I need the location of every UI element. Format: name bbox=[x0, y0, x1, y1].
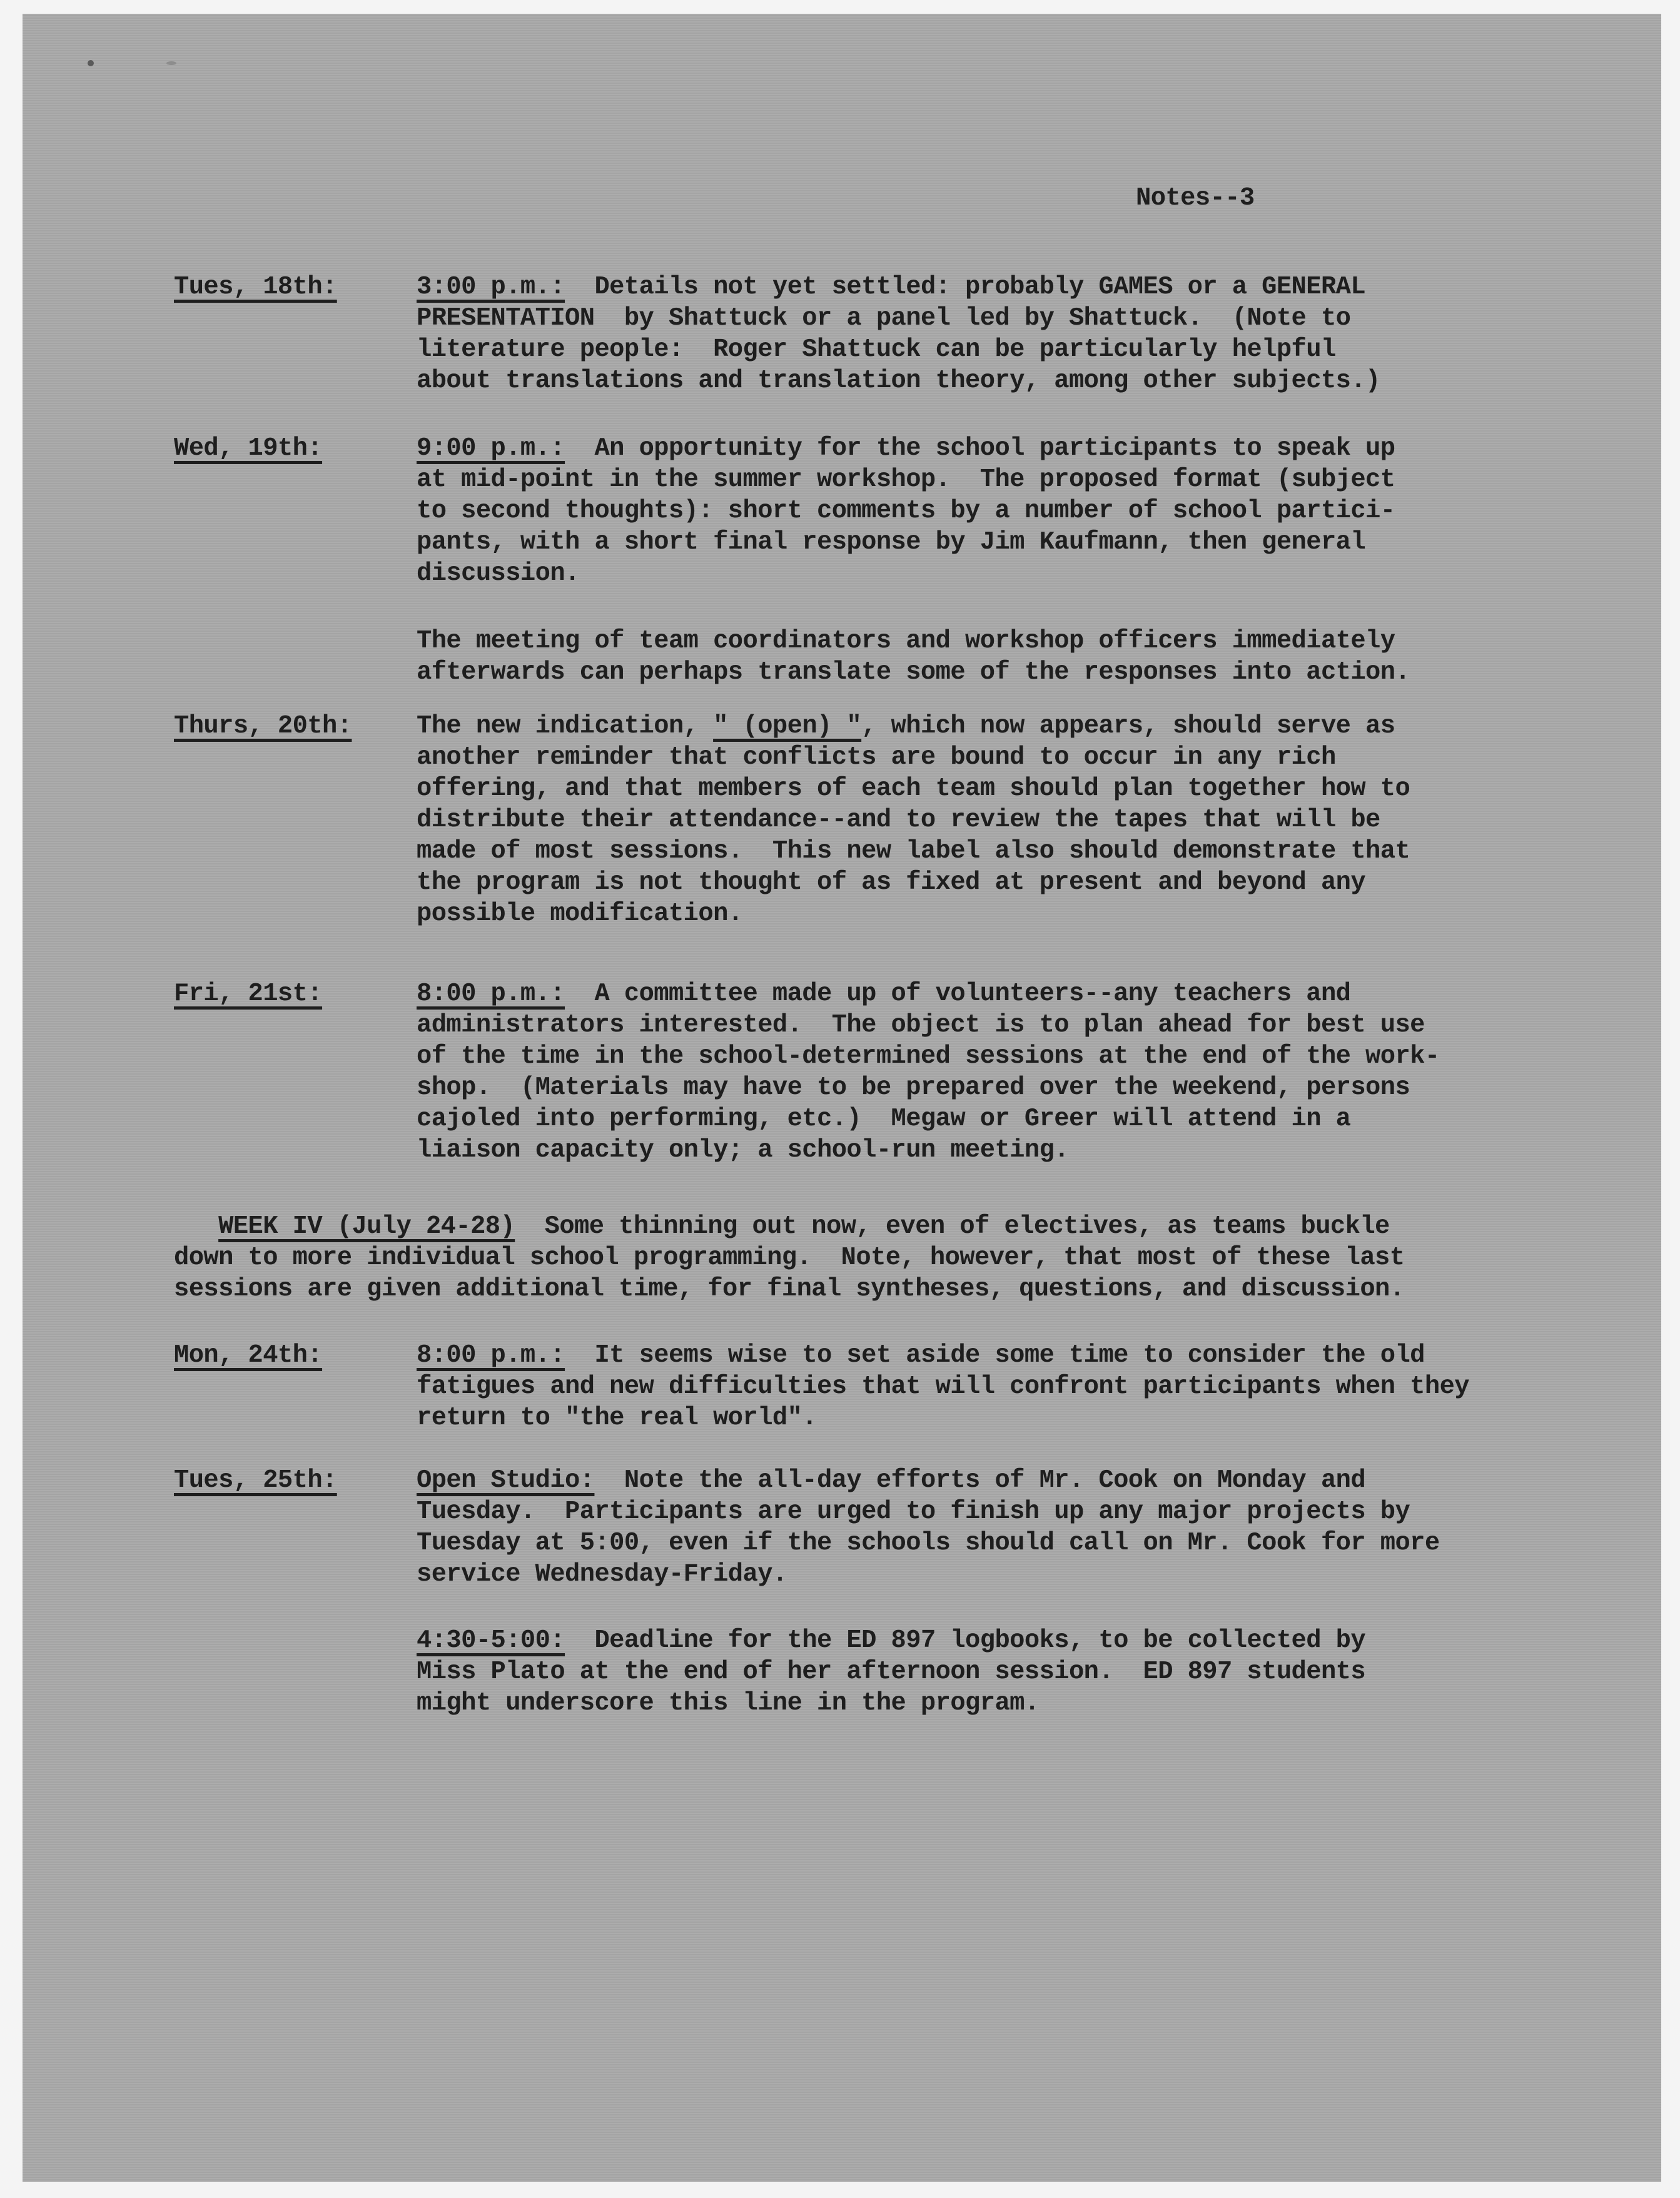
text-line: offering, and that members of each team should plan together how to bbox=[417, 774, 1410, 803]
open-studio-label: Open Studio: bbox=[417, 1466, 595, 1495]
entry-day-label: Tues, 18th: bbox=[174, 273, 337, 301]
time-label: 8:00 p.m.: bbox=[417, 1341, 565, 1370]
text-line: at mid-point in the summer workshop. The proposed format (subject bbox=[417, 465, 1395, 494]
time-label: 8:00 p.m.: bbox=[417, 980, 565, 1008]
text-line: might underscore this line in the program. bbox=[417, 1689, 1040, 1718]
entry-body-followup bbox=[417, 625, 1410, 688]
time-label: 9:00 p.m.: bbox=[417, 434, 565, 463]
entry-body-deadline bbox=[417, 1625, 1365, 1719]
text-fragment: The new indication, bbox=[417, 712, 714, 741]
text-line: another reminder that conflicts are bound to occur in any rich bbox=[417, 743, 1336, 772]
text-line: sessions are given additional time, for final syntheses, questions, and discussion. bbox=[174, 1275, 1405, 1304]
text-line: possible modification. bbox=[417, 899, 743, 928]
entry-body bbox=[417, 433, 1395, 589]
text-line: Some thinning out now, even of electives, as teams buckle bbox=[515, 1212, 1390, 1241]
text-line: cajoled into performing, etc.) Megaw or Greer will attend in a bbox=[417, 1105, 1351, 1133]
text-line: Details not yet settled: probably GAMES or a GENERAL bbox=[565, 273, 1366, 301]
text-line: An opportunity for the school participants to speak up bbox=[565, 434, 1395, 463]
text-line: fatigues and new difficulties that will confront participants when they bbox=[417, 1372, 1469, 1401]
text-line: The meeting of team coordinators and workshop officers immediately bbox=[417, 627, 1395, 656]
text-line: service Wednesday-Friday. bbox=[417, 1560, 787, 1589]
entry-body bbox=[417, 711, 1410, 929]
text-line: Tuesday. Participants are urged to finish up any major projects by bbox=[417, 1497, 1410, 1526]
text-line: discussion. bbox=[417, 559, 580, 588]
text-line: return to "the real world". bbox=[417, 1404, 817, 1432]
entry-day-label: Fri, 21st: bbox=[174, 980, 323, 1008]
text-line: about translations and translation theory, among other subjects.) bbox=[417, 367, 1380, 395]
entry-day-label: Wed, 19th: bbox=[174, 434, 323, 463]
text-line: literature people: Roger Shattuck can be particularly helpful bbox=[417, 335, 1336, 364]
entry-day-label: Mon, 24th: bbox=[174, 1341, 323, 1370]
time-label: 3:00 p.m.: bbox=[417, 273, 565, 301]
text-line: made of most sessions. This new label also should demonstrate that bbox=[417, 837, 1410, 866]
ink-speck bbox=[88, 60, 94, 66]
entry-day-label: Thurs, 20th: bbox=[174, 712, 352, 741]
text-line: Tuesday at 5:00, even if the schools should call on Mr. Cook for more bbox=[417, 1529, 1440, 1557]
text-line: the program is not thought of as fixed at present and beyond any bbox=[417, 868, 1366, 897]
entry-body bbox=[417, 1340, 1469, 1434]
text-line: Miss Plato at the end of her afternoon session. ED 897 students bbox=[417, 1658, 1366, 1686]
entry-day-label: Tues, 25th: bbox=[174, 1466, 337, 1495]
text-line: liaison capacity only; a school-run meeting. bbox=[417, 1136, 1069, 1165]
text-line: It seems wise to set aside some time to consider the old bbox=[565, 1341, 1425, 1370]
scanned-page bbox=[23, 14, 1661, 2182]
entry-body bbox=[417, 1465, 1440, 1590]
page-label: Notes--3 bbox=[1136, 184, 1255, 213]
text-line: A committee made up of volunteers--any teachers and bbox=[565, 980, 1351, 1008]
text-line: administrators interested. The object is to plan ahead for best use bbox=[417, 1011, 1425, 1040]
text-line: of the time in the school-determined sessions at the end of the work- bbox=[417, 1042, 1440, 1071]
week-heading: WEEK IV (July 24-28) bbox=[218, 1212, 515, 1241]
text-line: PRESENTATION by Shattuck or a panel led by Shattuck. (Note to bbox=[417, 304, 1351, 333]
entry-body bbox=[417, 271, 1380, 397]
text-line: Deadline for the ED 897 logbooks, to be collected by bbox=[565, 1626, 1366, 1655]
entry-body bbox=[417, 978, 1440, 1166]
text-line: shop. (Materials may have to be prepared over the weekend, persons bbox=[417, 1073, 1410, 1102]
text-line: Note the all-day efforts of Mr. Cook on Monday and bbox=[594, 1466, 1366, 1495]
text-line: down to more individual school programming. Note, however, that most of these last bbox=[174, 1243, 1405, 1272]
text-line: afterwards can perhaps translate some of the responses into action. bbox=[417, 658, 1410, 687]
text-fragment: , which now appears, should serve as bbox=[861, 712, 1395, 741]
text-line: distribute their attendance--and to review the tapes that will be bbox=[417, 806, 1380, 834]
ink-speck bbox=[166, 61, 176, 65]
text-line: to second thoughts): short comments by a number of school partici- bbox=[417, 497, 1395, 525]
open-indication: " (open) " bbox=[713, 712, 862, 741]
week-paragraph bbox=[174, 1211, 1404, 1305]
text-line: pants, with a short final response by Jim Kaufmann, then general bbox=[417, 528, 1366, 557]
time-label: 4:30-5:00: bbox=[417, 1626, 565, 1655]
